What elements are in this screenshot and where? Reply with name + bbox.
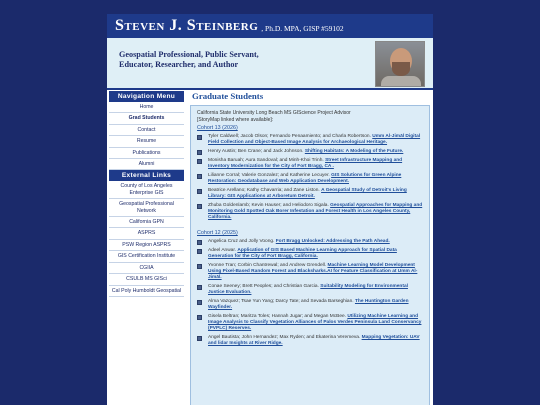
project-title-link[interactable]: Shifting Habitats: A Modeling of the Future.: [304, 149, 404, 154]
tagline-line-2: Educator, Researcher, and Author: [119, 60, 239, 69]
project-title-link[interactable]: A Geospatial Study of Detroit's Living Library: GIS Applications at Arboretum Detroit.: [208, 188, 407, 199]
nav-item-contact[interactable]: Contact: [109, 125, 184, 136]
list-item: Adeel Anwar. Application of GIS Based Machine Learning Approach for Spatial Data Generation for the City of Fort Bragg, California.: [197, 248, 423, 260]
sidebar: [109, 91, 184, 297]
storymap-icon[interactable]: [197, 300, 202, 305]
list-item: Conae Seeney; Brett Peoples; and Christian Garcia. Suitability Modeling for Environmental Justice Evaluation.: [197, 284, 423, 296]
storymap-icon[interactable]: [197, 189, 202, 194]
portrait-photo: [375, 41, 425, 87]
list-item: Lilianne Corral; Valerie Gonzalez; and Katherine Lecuyer. GIS Solutions for Green Alpine Restoration: Geodatabase and Web Application Development.: [197, 173, 423, 185]
storymap-icon[interactable]: [197, 159, 202, 164]
list-item: Angel Bautista; John Hernandez; Max Ryden; and Ekaterina Veremeva. Mapping Vegetation: UAV and lidar Insights at River Ridge.: [197, 335, 423, 347]
tagline-line-1: Geospatial Professional, Public Servant,: [119, 50, 259, 59]
storymap-icon[interactable]: [197, 264, 202, 269]
list-item: Gisela Beltran; Maritza Toles; Hannah Jugar; and Megan McBee. Utilizing Machine Learning and Image Analysis to Classify Vegetation Alliances of Palos Verdes Peninsula Land Conservancy (PVPLC) Reserves.: [197, 314, 423, 332]
nav-item-grad-students[interactable]: Grad Students: [109, 113, 184, 124]
storymap-icon[interactable]: [197, 204, 202, 209]
link-la-county-gis[interactable]: County of Los Angeles Enterprise GIS: [109, 181, 184, 199]
nav-item-home[interactable]: Home: [109, 102, 184, 113]
storymap-icon[interactable]: [197, 315, 202, 320]
storymap-icon[interactable]: [197, 150, 202, 155]
nav-item-alumni[interactable]: Alumni: [109, 159, 184, 170]
tagline: [119, 50, 259, 70]
hero-section: [107, 38, 433, 90]
site-credentials: , Ph.D. MPA, GISP #59102: [261, 23, 344, 33]
storymap-icon[interactable]: [197, 135, 202, 140]
project-title-link[interactable]: The Huntington Garden Wayfinder.: [208, 299, 409, 310]
project-title-link[interactable]: Machine Learning Model Development Using Pixel-Based Random Forest and Blacksharks.AI for Feature Classification at Umm Al-Jimāl.: [208, 263, 418, 280]
link-geospatial-professional-network[interactable]: Geospatial Professional Network: [109, 199, 184, 217]
cohort-13-link[interactable]: Cohort 13 (2026): [197, 125, 238, 131]
link-csulb-ms-gisci[interactable]: CSULB MS GISci: [109, 274, 184, 285]
list-item: Zhuba Goldenlamb; Kevin Hauser; and Heliodoro Sigala. Geospatial Approaches for Mapping and Monitoring Gold Spotted Oak Borer Infestation and Forest Health in Los Angeles County, California.: [197, 203, 423, 221]
link-cgiia[interactable]: CGIIA: [109, 263, 184, 274]
link-cal-poly-humboldt[interactable]: Cal Poly Humboldt Geospatial: [109, 286, 184, 297]
list-item: Beatrice Arellano; Kathy Chavarria; and Zane Liston. A Geospatial Study of Detroit's Living Library: GIS Applications at Arboretum Detroit.: [197, 188, 423, 200]
nav-heading: Navigation Menu: [109, 91, 184, 102]
nav-item-resume[interactable]: Resume: [109, 136, 184, 147]
main-content: [190, 91, 430, 405]
intro-line-2: [StoryMap linked where available]:: [197, 116, 274, 123]
site-banner: [107, 14, 433, 38]
list-item: Angelica Cruz and Jolly Voong. Fort Bragg Unlocked: Addressing the Path Ahead.: [197, 239, 423, 245]
cohort-12-link[interactable]: Cohort 12 (2025): [197, 230, 238, 236]
storymap-icon[interactable]: [197, 285, 202, 290]
project-title-link[interactable]: Street Infrastructure Mapping and Inventory Modernization for the City of Fort Bragg, CA .: [208, 158, 403, 169]
list-item: Alma Vazquez; Tsae Yun Yang; Darcy Tate; and Sevada Barseghian. The Huntington Garden Wayfinder.: [197, 299, 423, 311]
storymap-icon[interactable]: [197, 240, 202, 245]
storymap-icon[interactable]: [197, 336, 202, 341]
link-gis-certification-institute[interactable]: GIS Certification Institute: [109, 251, 184, 262]
project-title-link[interactable]: Mapping Vegetation: UAV and lidar Insights at River Ridge.: [208, 335, 420, 346]
list-item: Henry Austin; Ben Crane; and Jack Johnson. Shifting Habitats: A Modeling of the Future.: [197, 149, 423, 155]
site-name: Steven J. Steinberg: [115, 17, 259, 34]
link-asprs[interactable]: ASPRS: [109, 228, 184, 239]
project-title-link[interactable]: Umm Al-Jimāl Digital Field Collection and Object-Based Image Analysis for Archaeological Heritage.: [208, 134, 421, 145]
intro-line-1: California State University Long Beach MS GIScience Project Advisor: [197, 110, 351, 116]
storymap-icon[interactable]: [197, 249, 202, 254]
project-title-link[interactable]: Fort Bragg Unlocked: Addressing the Path Ahead.: [275, 239, 390, 244]
link-california-gpn[interactable]: California GPN: [109, 217, 184, 228]
list-item: Monisha Baruah; Aura Sandoval; and Minh-Khoi Trinh. Street Infrastructure Mapping and Inventory Modernization for the City of Fort Bragg, CA .: [197, 158, 423, 170]
project-title-link[interactable]: Utilizing Machine Learning and Image Analysis to Classify Vegetation Alliances of Palos Verdes Peninsula Land Conservancy (PVPLC) Reserves.: [208, 314, 422, 331]
list-item: Yvonne Tran; Corbin Chantrewal; and Andrew Grendell. Machine Learning Model Development Using Pixel-Based Random Forest and Blacksharks.AI for Feature Classification at Umm Al-Jimāl.: [197, 263, 423, 281]
project-title-link[interactable]: Suitability Modeling for Environmental Justice Evaluation.: [208, 284, 408, 295]
students-panel: [190, 105, 430, 405]
project-title-link[interactable]: Geospatial Approaches for Mapping and Monitoring Gold Spotted Oak Borer Infestation and Forest Health in Los Angeles County, California.: [208, 203, 423, 220]
storymap-icon[interactable]: [197, 174, 202, 179]
list-item: Tyler Caldwell; Jacob Olson; Fernando Penaamiento; and Charla Robertson. Umm Al-Jimāl Digital Field Collection and Object-Based Image Analysis for Archaeological Heritage.: [197, 134, 423, 146]
project-title-link[interactable]: GIS Solutions for Green Alpine Restoration: Geodatabase and Web Application Development.: [208, 173, 402, 184]
page-container: [107, 14, 433, 405]
page-title: Graduate Students: [192, 91, 264, 101]
nav-item-publications[interactable]: Publications: [109, 148, 184, 159]
link-psw-asprs[interactable]: PSW Region ASPRS: [109, 240, 184, 251]
external-links-heading: External Links: [109, 170, 184, 181]
project-title-link[interactable]: Application of GIS Based Machine Learning Approach for Spatial Data Generation for the City of Fort Bragg, California.: [208, 248, 397, 259]
